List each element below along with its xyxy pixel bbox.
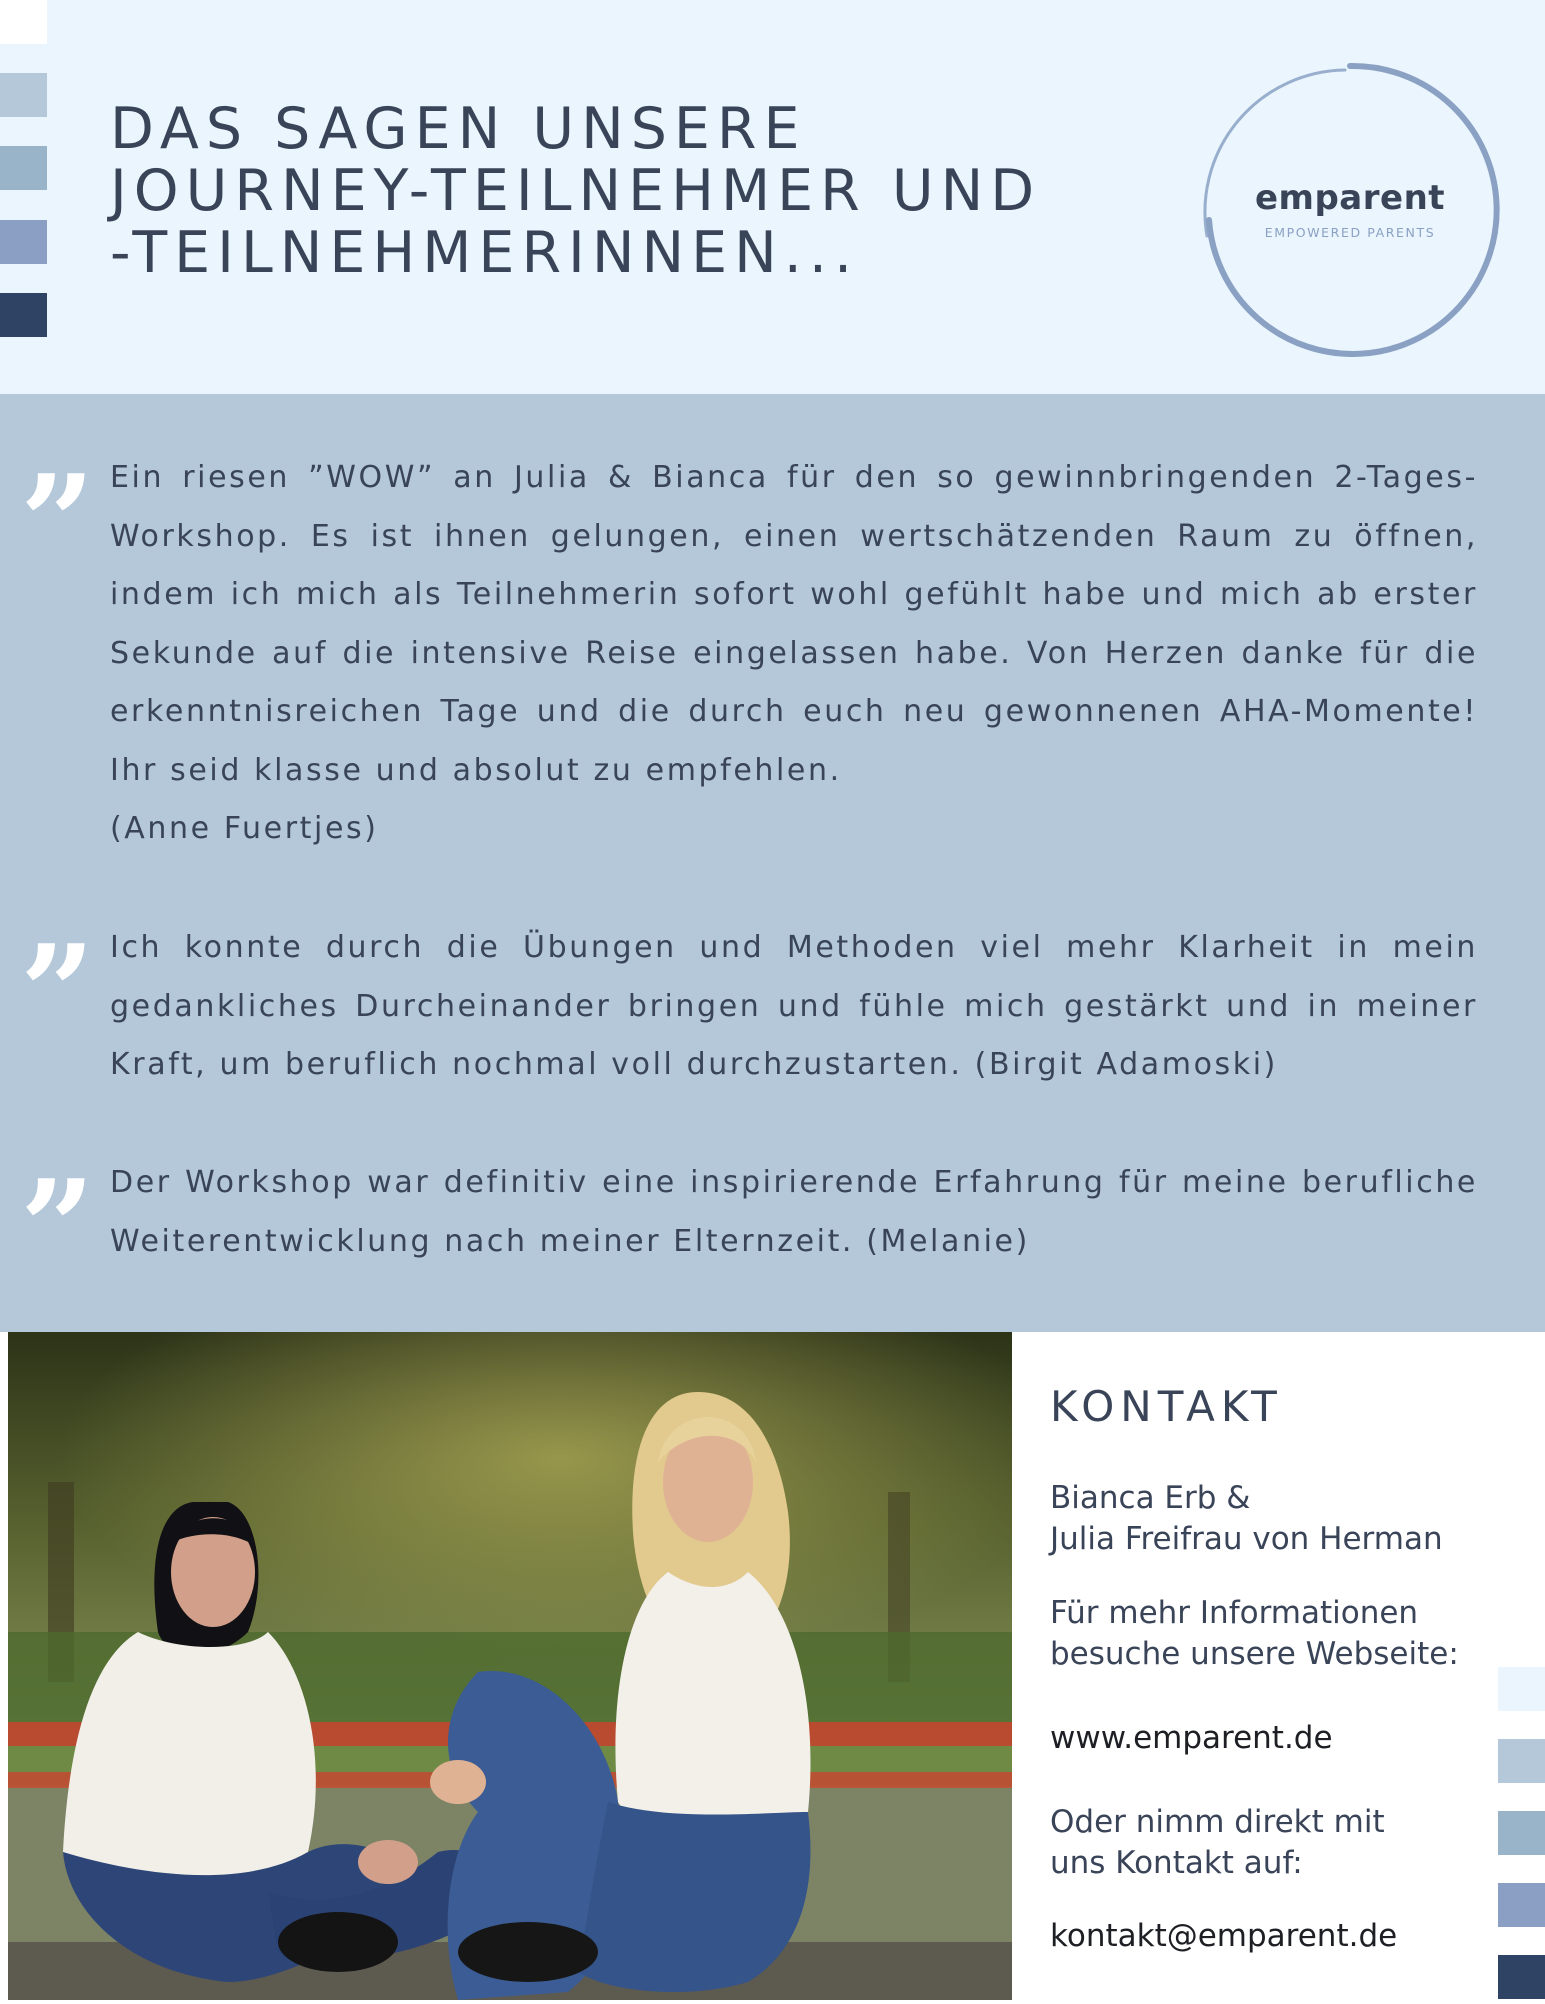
website-link[interactable]: www.emparent.de [1050, 1720, 1333, 1756]
email-link[interactable]: kontakt@emparent.de [1050, 1918, 1398, 1954]
info-line: besuche unsere Webseite: [1050, 1636, 1459, 1672]
color-swatch [1498, 1667, 1545, 1711]
color-swatch [1498, 1883, 1545, 1927]
contact-names [1050, 1478, 1490, 1560]
info-text [1050, 1593, 1490, 1675]
color-swatch [1498, 1955, 1545, 1999]
direct-line: uns Kontakt auf: [1050, 1845, 1303, 1881]
testimonial-text: Ich konnte durch die Übungen und Methoden viel mehr Klarheit in mein gedankliches Durcheinander bringen und fühle mich gestärkt und in meiner Kraft, um beruflich nochmal voll durchzustarten. (Birgit Adamoski) [110, 930, 1478, 1082]
quote-icon: ” [20, 446, 95, 599]
color-swatch [0, 293, 47, 337]
team-photo [8, 1332, 1012, 2000]
quote-icon: ” [20, 1151, 95, 1304]
header [0, 0, 1545, 394]
color-swatch [0, 220, 47, 264]
testimonial-text: Ein riesen ”WOW” an Julia & Bianca für den so gewinnbringenden 2-Tages-Workshop. Es ist ihnen gelungen, einen wertschätzenden Raum zu öffnen, indem ich mich als Teilnehmerin sofort wohl gefühlt habe und mich ab erster Sekunde auf die intensive Reise eingelassen habe. Von Herzen danke für die erkenntnisreichen Tage und die durch euch neu gewonnenen AHA-Momente! Ihr seid klasse und absolut zu empfehlen. [110, 460, 1478, 788]
logo-tagline: EMPOWERED PARENTS [1264, 225, 1436, 240]
info-line: Für mehr Informationen [1050, 1595, 1419, 1631]
direct-contact-text [1050, 1802, 1490, 1884]
direct-line: Oder nimm direkt mit [1050, 1804, 1385, 1840]
testimonial-text: Der Workshop war definitiv eine inspirierende Erfahrung für meine berufliche Weiterentwicklung nach meiner Elternzeit. (Melanie) [110, 1165, 1478, 1259]
testimonials-section [0, 394, 1545, 1332]
color-swatch [1498, 1811, 1545, 1855]
page-title [110, 98, 1130, 284]
title-line: JOURNEY-TEILNEHMER UND [110, 158, 1042, 224]
color-swatch [1498, 1739, 1545, 1783]
contact-title: KONTAKT [1050, 1382, 1283, 1431]
quote-icon: ” [20, 916, 95, 1069]
color-swatch [0, 73, 47, 117]
contact-section [1012, 1332, 1498, 2000]
emparent-logo [1200, 60, 1500, 360]
color-swatch [0, 0, 47, 44]
logo-name: emparent [1254, 178, 1446, 218]
title-line: DAS SAGEN UNSERE [110, 96, 807, 162]
color-swatch [0, 146, 47, 190]
testimonial-author: (Anne Fuertjes) [110, 811, 379, 846]
contact-name: Bianca Erb & [1050, 1480, 1251, 1516]
title-line: -TEILNEHMERINNEN... [110, 220, 860, 286]
contact-name: Julia Freifrau von Herman [1050, 1521, 1443, 1557]
